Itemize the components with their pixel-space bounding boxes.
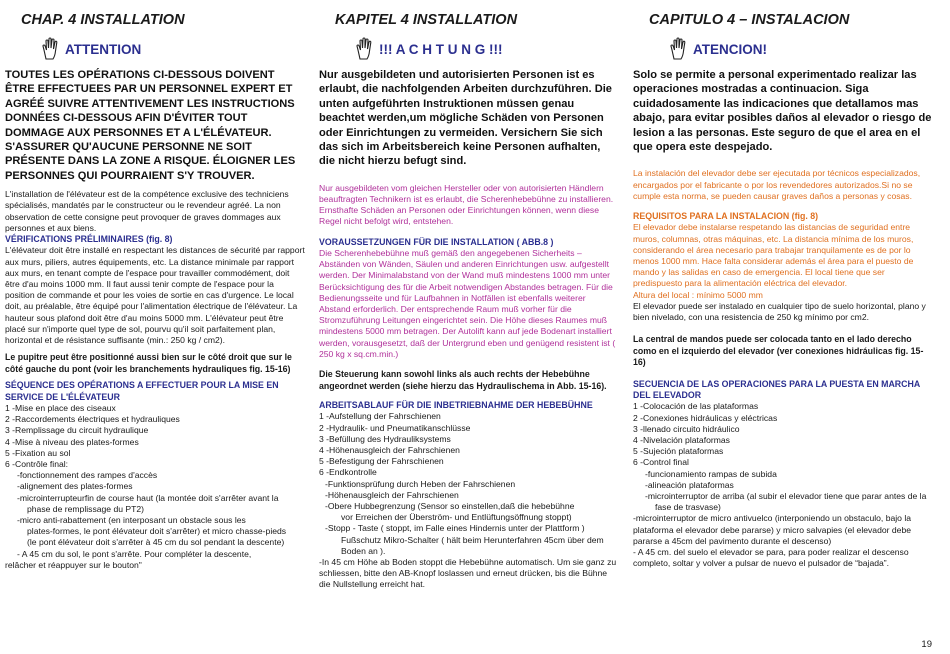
hand-warning-icon (39, 37, 63, 61)
bold-note: La central de mandos puede ser colocada tanto en el lado derecho como en el izquierdo del elevador (ver conexiones hidráulicas fig. 15-16) (633, 334, 924, 368)
steps-list (633, 401, 933, 569)
column-german (319, 8, 619, 591)
list-item: -microinterrupteurfin de course haut (la montée doit s'arrêter avant la (17, 492, 279, 503)
intro-text: L'installation de l'élévateur est de la compétence exclusive des techniciens spécialisés, mandatés par le constructeur ou le revendeur agréé. La non observation de cette consigne peut provoquer de graves dommages aux personnes et aux biens. (5, 189, 289, 233)
list-item: vor Erreichen der Überström- und Entlüftungsöffnung stoppt) (341, 512, 572, 523)
prelim-text: El elevador debe instalarse respetando las distancias de seguridad entre muros, columnas, otras máquinas, etc. La distancia mínima de los muros, considerando el área necesario para trabajar tranquilamente es de por lo menos 1000 mm. Hace falta considerar además el área para el puesto de mando y las salidas en caso de emergencia. El local tiene que ser predispuesto para la alimentación eléctrica del elevador. (633, 222, 914, 289)
list-item: -alineación plataformas (645, 479, 734, 490)
prelim-text: Die Scherenhebebühne muß gemäß den angegebenen Sicherheits – Abständen von Wänden, Säulen und anderen Einrichtungen usw. aufgestellt werden. Der Minimalabstand von der Wand muß mindestens 1000 mm unter Berücksichtigung des für die Arbeit notwendigen Abstandes betragen. Für die Bedienungsseite und für Laufbahnen in Notfällen ist ebenfalls weiterer Abstand erforderlich. Der entsprechende Raum muß vorher für die Stromzuführung Leitungen eingerichtet sein. Die Höhe dieses Raumes muß mindestens 5000 mm betragen. Der Autolift kann auf jede Bodenart installiert werden, vorausgesetzt, daß der Untergrund eben und genügend resistent ist ( 250 kg x sq.cm.min.) (319, 248, 616, 359)
list-item: 5 -Fixation au sol (5, 447, 71, 458)
attention-row (667, 36, 933, 62)
sequence-heading: SÉQUENCE DES OPÉRATIONS A EFFECTUER POUR LA MISE EN SERVICE DE L'ÉLÉVATEUR (5, 380, 279, 402)
list-item: - A 45 cm. del suelo el elevador se para, para poder realizar el descenso completo, soltar y volver a pulsar de nuevo el pulsador de “bajada”. (633, 546, 909, 569)
chapter-title: CAPITULO 4 – INSTALACION (649, 12, 850, 28)
column-spanish (633, 8, 933, 569)
attention-row (353, 36, 619, 62)
list-item: 2 -Hydraulik- und Pneumatikanschlüsse (319, 422, 471, 433)
list-item: 4 -Höhenausgleich der Fahrschienen (319, 444, 460, 455)
list-item: 1 -Mise en place des ciseaux (5, 402, 116, 413)
list-item: 6 -Control final (633, 457, 689, 468)
list-item: - A 45 cm du sol, le pont s'arrête. Pour compléter la descente, (17, 548, 252, 559)
sequence-heading: SECUENCIA DE LAS OPERACIONES PARA LA PUESTA EN MARCHA DEL ELEVADOR (633, 378, 920, 400)
list-item: 3 -Befüllung des Hydrauliksystems (319, 433, 451, 444)
attention-label: !!! A C H T U N G !!! (379, 41, 503, 57)
list-item: -alignement des plates-formes (17, 481, 133, 492)
steps-list (319, 411, 619, 590)
steps-list (5, 403, 305, 571)
list-item: plates-formes, le pont élévateur doit s'arrêter) et micro chasse-pieds (27, 526, 287, 537)
height-text: Altura del local : mínimo 5000 mm (633, 289, 763, 300)
bold-note: Le pupitre peut être positionné aussi bien sur le côté droit que sur le côté gauche du pont (voir les branchements hydrauliques fig. 15-16) (5, 352, 292, 374)
sequence-heading: ARBEITSABLAUF FÜR DIE INBETRIEBNAHME DER HEBEBÜHNE (319, 399, 593, 410)
hand-warning-icon (353, 37, 377, 61)
chapter-title: KAPITEL 4 INSTALLATION (335, 12, 518, 28)
list-item: -micro anti-rabattement (en interposant un obstacle sous les (17, 514, 246, 525)
attention-label: ATENCION! (693, 41, 767, 57)
hand-warning-icon (667, 37, 691, 61)
warning-text: TOUTES LES OPÉRATIONS CI-DESSOUS DOIVENT ÊTRE EFFECTUEES PAR UN PERSONNEL EXPERT ET AGRÉÉ SUIVRE ATTENTIVEMENT LES INSTRUCTIONS DONNÉES CI-DESSOUS AFIN D'ÉVITER TOUT DOMMAGE AUX PERSONNES ET A L'ÉLÉVATEUR. S'ASSURER QU'AUCUNE PERSONNE NE SOIT PRÉSENTE DANS LA ZONE A RISQUE. ÉLOIGNER LES PERSONNES QUI POURRAIENT S'Y TROUVER. (5, 69, 296, 182)
list-item: 6 -Endkontrolle (319, 467, 377, 478)
intro-text: Nur ausgebildeten vom gleichen Hersteller oder von autorisierten Händlern beauftragten Technikern ist es erlaubt, die Scherenhebebühne zu installieren. Ernsthafte Schäden an Personen oder Einrichtungen können, wenn diese Regel nicht befolgt wird, entstehen. (319, 182, 614, 227)
list-item: 6 -Contrôle final: (5, 458, 69, 469)
prelim-heading: VÉRIFICATIONS PRÉLIMINAIRES (fig. 8) (5, 234, 173, 245)
list-item: 5 -Sujeción plataformas (633, 446, 724, 457)
list-item: -Stopp - Taste ( stoppt, im Falle eines Hindernis unter der Plattform ) (325, 523, 585, 534)
bold-note: Die Steuerung kann sowohl links als auch rechts der Hebebühne angeordnet werden (siehe hierzu das Hydraulischema in Abb. 15-16). (319, 369, 607, 391)
list-item: -funcionamiento rampas de subida (645, 468, 777, 479)
floor-text: El elevador puede ser instalado en cualquier tipo de suelo horizontal, plano y bien nivelado, con una resistencia de 250 kg mínimo por cm2. (633, 300, 926, 323)
list-item: 5 -Befestigung der Fahrschienen (319, 456, 444, 467)
intro-text: La instalación del elevador debe ser ejecutada por técnicos especializados, encargados por el fabricante o por los revendedores autorizados.Si no se cumple esta norma, se pueden causar graves daños a personas y cosas. (633, 168, 921, 201)
warning-text: Solo se permite a personal experimentado realizar las operaciones mostradas a continuacion. Siga cuidadosamente las indicaciones que detallamos mas abajo, para evitar posibles daños al elevador o riesgo de lesion a las personas. Este seguro de que el area en el que opera este despejado. (633, 69, 932, 154)
list-item: 4 -Nivelación plataformas (633, 434, 730, 445)
prelim-heading: REQUISITOS PARA LA INSTALACION (fig. 8) (633, 211, 819, 222)
list-item: 2 -Raccordements électriques et hydrauliques (5, 414, 180, 425)
list-item: 4 -Mise à niveau des plates-formes (5, 436, 139, 447)
list-item: 2 -Conexiones hidráulicas y eléctricas (633, 412, 778, 423)
list-item: phase de remplissage du PT2) (27, 503, 145, 514)
list-item: Fußschutz Mikro-Schalter ( hält beim Herunterfahren 45cm über dem (341, 534, 604, 545)
list-item: 1 -Aufstellung der Fahrschienen (319, 411, 441, 422)
list-item: -fonctionnement des rampes d'accès (17, 470, 158, 481)
column-french (5, 8, 305, 571)
list-item: (le pont élévateur doit s'arrêter à 45 cm du sol pendant la descente) (27, 537, 285, 548)
chapter-title: CHAP. 4 INSTALLATION (21, 12, 185, 28)
list-item: 1 -Colocación de las plataformas (633, 401, 759, 412)
list-item: 3 -llenado circuito hidráulico (633, 423, 740, 434)
prelim-text: L'élévateur doit être installé en respectant les distances de sécurité par rapport aux murs, piliers, autres équipements, etc. La distance minimale par rapport aux murs, en tenant compte de l'espace pour travailler commodément, doit être d'au moins 1000 mm. Il faut aussi tenir compte de l'espace pour la position de commande et pour les voies de sortie en cas d'urgence. Le local doit, au préalable, être équipé pour l'alimentation électrique de l'élévateur. La hauteur sous plafond doit être d'au moins 5000 mm. L'élévateur peut être placé sur n'importe quel type de sol, pourvu qu'il soit parfaitement plan, horizontal et de résistance suffisante (min.: 250 kg / cm2). (5, 245, 305, 346)
list-item: -Höhenausgleich der Fahrschienen (325, 489, 459, 500)
list-item: relâcher et réappuyer sur le bouton" (5, 559, 142, 570)
prelim-heading: VORAUSSETZUNGEN FÜR DIE INSTALLATION ( ABB.8 ) (319, 236, 554, 247)
list-item: Boden an ). (341, 545, 386, 556)
warning-text: Nur ausgebildeten und autorisierten Personen ist es erlaubt, die nachfolgenden Arbeiten durchzuführen. Die unten aufgeführten Instruktionen müssen genau beachtet werden,um mögliche Schäden von Personen oder Einrichtungen zu vermeiden. Versichern Sie sich das sich im Arbeitsbereich keine Personen aufhalten, die nicht hierzu befugt sind. (319, 69, 612, 168)
list-item: -microinterruptor de arriba (al subir el elevador tiene que parar antes de la (645, 490, 927, 501)
list-item: fase de trasvase) (655, 502, 721, 513)
list-item: -microinterruptor de micro antivuelco (interponiendo un obstaculo, bajo la plataforma el elevador debe pararse) y micro salvapies (el elevador debe pararse a 45cm del pavimento durante el descenso) (633, 513, 912, 546)
list-item: 3 -Remplissage du circuit hydraulique (5, 425, 149, 436)
page-number: 19 (921, 639, 932, 650)
list-item: -Funktionsprüfung durch Heben der Fahrschienen (325, 478, 516, 489)
attention-label: ATTENTION (65, 41, 142, 57)
list-item: -In 45 cm Höhe ab Boden stoppt die Hebebühne automatisch. Um sie ganz zu schliessen, bitte den AB-Knopf loslassen und erneut drücken, bis die Bühne die Nullstellung erreicht hat. (319, 556, 617, 590)
attention-row (39, 36, 305, 62)
list-item: -Obere Hubbegrenzung (Sensor so einstellen,daß die hebebühne (325, 500, 575, 511)
